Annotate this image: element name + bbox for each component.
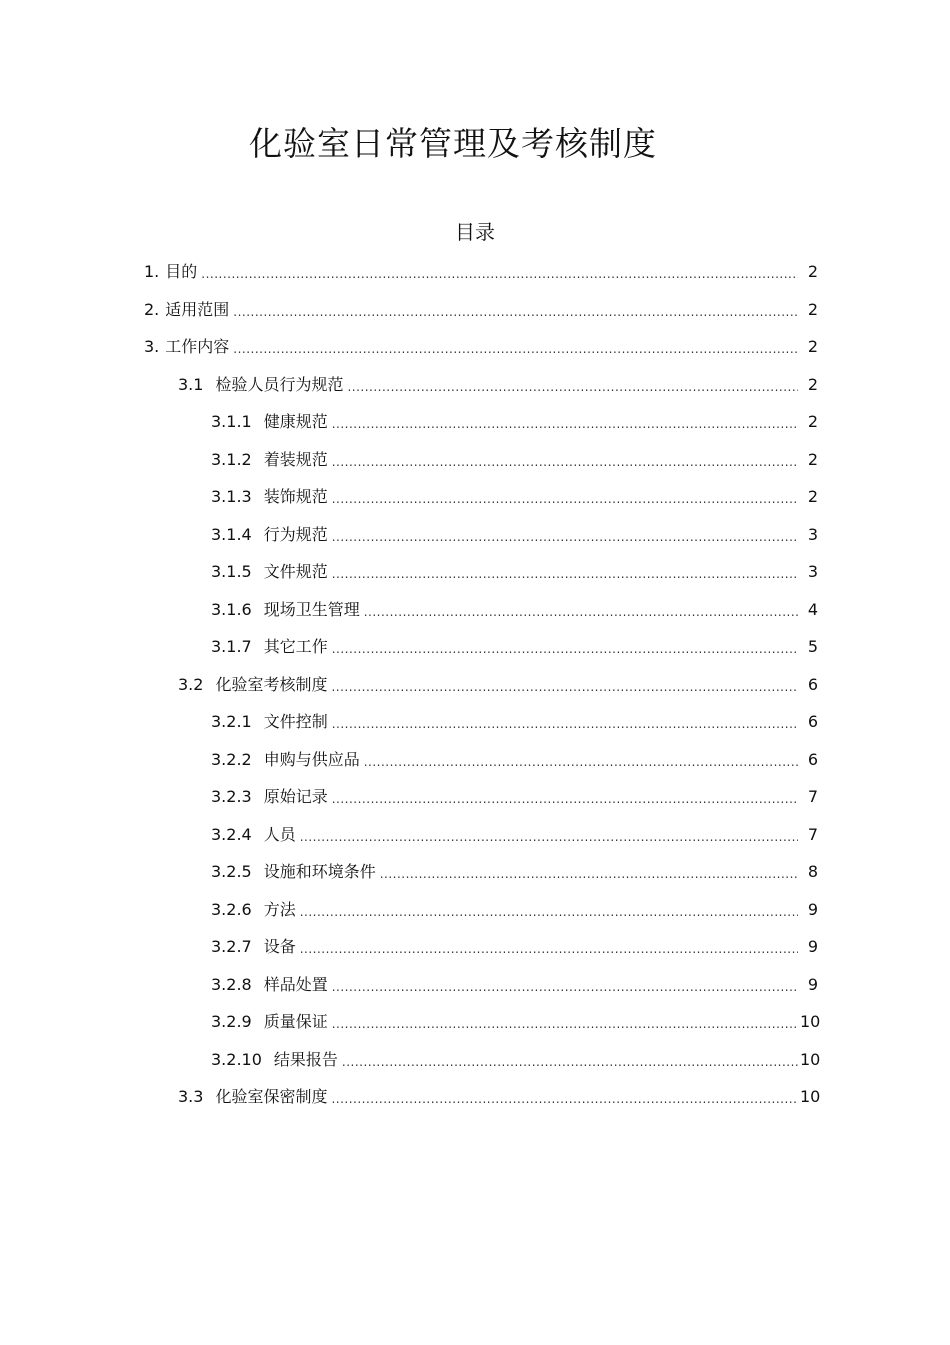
toc-entry-title: 健康规范 <box>263 412 328 431</box>
toc-entry-title: 人员 <box>263 824 296 844</box>
toc-entry-title: 检验人员行为规范 <box>215 374 344 394</box>
toc-entry-title: 结果报告 <box>273 1049 338 1069</box>
toc-dot-leader <box>332 712 798 736</box>
toc-dot-leader <box>332 487 798 511</box>
toc-entry[interactable] <box>0 600 818 638</box>
toc-entry-title: 申购与供应品 <box>263 749 360 769</box>
toc-entry-number: 3.1 <box>178 374 204 394</box>
toc-dot-leader <box>300 825 798 849</box>
toc-entry-page-number: 10 <box>800 1087 821 1106</box>
toc-entry-page-number: 8 <box>807 862 818 881</box>
toc-entry-page-number: 5 <box>807 637 818 656</box>
toc-entry-page-number: 9 <box>807 899 818 919</box>
toc-entry[interactable] <box>0 750 818 788</box>
toc-entry-page-number: 7 <box>807 787 818 806</box>
toc-dot-leader <box>331 675 798 699</box>
toc-entry[interactable] <box>0 937 818 975</box>
toc-entry-number: 3.1.2 <box>211 449 252 469</box>
toc-entry-title: 着装规范 <box>263 449 328 469</box>
toc-entry-page-number: 6 <box>807 674 818 694</box>
toc-entry-title: 其它工作 <box>263 637 328 656</box>
toc-entry-page-number: 10 <box>800 1049 821 1069</box>
toc-entry-title: 化验室保密制度 <box>215 1087 328 1106</box>
toc-entry-title: 方法 <box>263 899 296 919</box>
toc-entry-page-number: 3 <box>807 524 818 544</box>
toc-entry-number: 3.2.8 <box>211 974 252 994</box>
toc-entry-title: 样品处置 <box>263 974 328 994</box>
toc-dot-leader <box>332 525 798 549</box>
toc-entry-number: 3.2.4 <box>211 824 252 844</box>
toc-entry-number: 3.1.7 <box>211 637 252 656</box>
toc-dot-leader <box>332 450 798 474</box>
toc-entry-title: 质量保证 <box>263 1012 328 1031</box>
toc-entry-page-number: 4 <box>807 599 818 619</box>
toc-entry-title: 适用范围 <box>165 299 230 319</box>
toc-entry-number: 3.2.10 <box>211 1049 262 1069</box>
toc-entry-number: 2. <box>144 299 160 319</box>
toc-dot-leader <box>332 1012 798 1036</box>
toc-entry[interactable] <box>0 562 818 600</box>
toc-entry-number: 3.2.1 <box>211 712 252 731</box>
toc-dot-leader <box>300 937 798 961</box>
toc-entry-title: 目的 <box>165 262 198 281</box>
toc-entry-page-number: 2 <box>807 412 818 431</box>
toc-entry[interactable] <box>0 825 818 863</box>
toc-entry-page-number: 2 <box>807 374 818 394</box>
toc-entry-page-number: 2 <box>807 487 818 506</box>
toc-entry-title: 文件控制 <box>263 712 328 731</box>
toc-entry[interactable] <box>0 525 818 563</box>
toc-entry-title: 化验室考核制度 <box>215 674 328 694</box>
toc-entry[interactable] <box>0 675 818 713</box>
toc-entry[interactable] <box>0 337 818 375</box>
toc-entry[interactable] <box>0 300 818 338</box>
toc-entry[interactable] <box>0 262 818 300</box>
toc-entry[interactable] <box>0 637 818 675</box>
toc-entry-title: 原始记录 <box>263 787 328 806</box>
toc-entry-number: 3.2.2 <box>211 749 252 769</box>
toc-dot-leader <box>300 900 798 924</box>
toc-entry-number: 3.1.3 <box>211 487 252 506</box>
toc-entry-title: 设备 <box>263 937 296 956</box>
toc-entry-number: 3.1.5 <box>211 562 252 581</box>
toc-entry-number: 1. <box>144 262 160 281</box>
toc-entry-title: 装饰规范 <box>263 487 328 506</box>
toc-dot-leader <box>364 600 798 624</box>
toc-entry-page-number: 3 <box>807 562 818 581</box>
toc-entry-page-number: 2 <box>807 449 818 469</box>
toc-entry-title: 文件规范 <box>263 562 328 581</box>
toc-entry-number: 3.2.6 <box>211 899 252 919</box>
toc-entry[interactable] <box>0 450 818 488</box>
toc-entry-page-number: 9 <box>807 974 818 994</box>
toc-dot-leader <box>332 637 798 661</box>
toc-dot-leader <box>342 1050 798 1074</box>
table-of-contents <box>0 262 950 1125</box>
toc-entry-page-number: 2 <box>807 262 818 281</box>
toc-entry-number: 3.1.1 <box>211 412 252 431</box>
toc-entry[interactable] <box>0 487 818 525</box>
toc-entry-number: 3.2 <box>178 674 204 694</box>
toc-entry-number: 3.1.4 <box>211 524 252 544</box>
toc-entry[interactable] <box>0 787 818 825</box>
toc-entry-number: 3.2.3 <box>211 787 252 806</box>
toc-entry-page-number: 2 <box>807 299 818 319</box>
toc-entry-title: 行为规范 <box>263 524 328 544</box>
toc-entry-number: 3.2.7 <box>211 937 252 956</box>
toc-dot-leader <box>332 562 798 586</box>
toc-entry-page-number: 2 <box>807 337 818 356</box>
toc-entry[interactable] <box>0 1012 821 1050</box>
toc-entry[interactable] <box>0 712 818 750</box>
toc-entry-number: 3. <box>144 337 160 356</box>
toc-entry[interactable] <box>0 1087 821 1125</box>
toc-entry-page-number: 9 <box>807 937 818 956</box>
toc-dot-leader <box>233 337 798 361</box>
toc-entry-page-number: 7 <box>807 824 818 844</box>
toc-dot-leader <box>332 412 798 436</box>
toc-entry[interactable] <box>0 900 818 938</box>
toc-dot-leader <box>233 300 798 324</box>
toc-entry-page-number: 6 <box>807 749 818 769</box>
toc-dot-leader <box>347 375 798 399</box>
toc-entry[interactable] <box>0 975 818 1013</box>
toc-entry-number: 3.2.9 <box>211 1012 252 1031</box>
toc-entry-title: 工作内容 <box>165 337 230 356</box>
toc-heading: 目录 <box>455 220 495 244</box>
toc-dot-leader <box>331 1087 798 1111</box>
toc-dot-leader <box>364 750 798 774</box>
toc-entry[interactable] <box>0 375 818 413</box>
toc-entry-title: 现场卫生管理 <box>263 599 360 619</box>
toc-dot-leader <box>201 262 798 286</box>
toc-entry[interactable] <box>0 1049 821 1088</box>
toc-entry-page-number: 6 <box>807 712 818 731</box>
toc-entry[interactable] <box>0 862 818 900</box>
toc-dot-leader <box>332 975 798 999</box>
toc-entry-page-number: 10 <box>800 1012 821 1031</box>
toc-entry-number: 3.1.6 <box>211 599 252 619</box>
toc-entry-number: 3.3 <box>178 1087 204 1106</box>
toc-entry-number: 3.2.5 <box>211 862 252 881</box>
toc-entry[interactable] <box>0 412 818 450</box>
toc-entry-title: 设施和环境条件 <box>263 862 376 881</box>
toc-dot-leader <box>332 787 798 811</box>
document-title: 化验室日常管理及考核制度 <box>249 124 657 163</box>
toc-dot-leader <box>380 862 798 886</box>
